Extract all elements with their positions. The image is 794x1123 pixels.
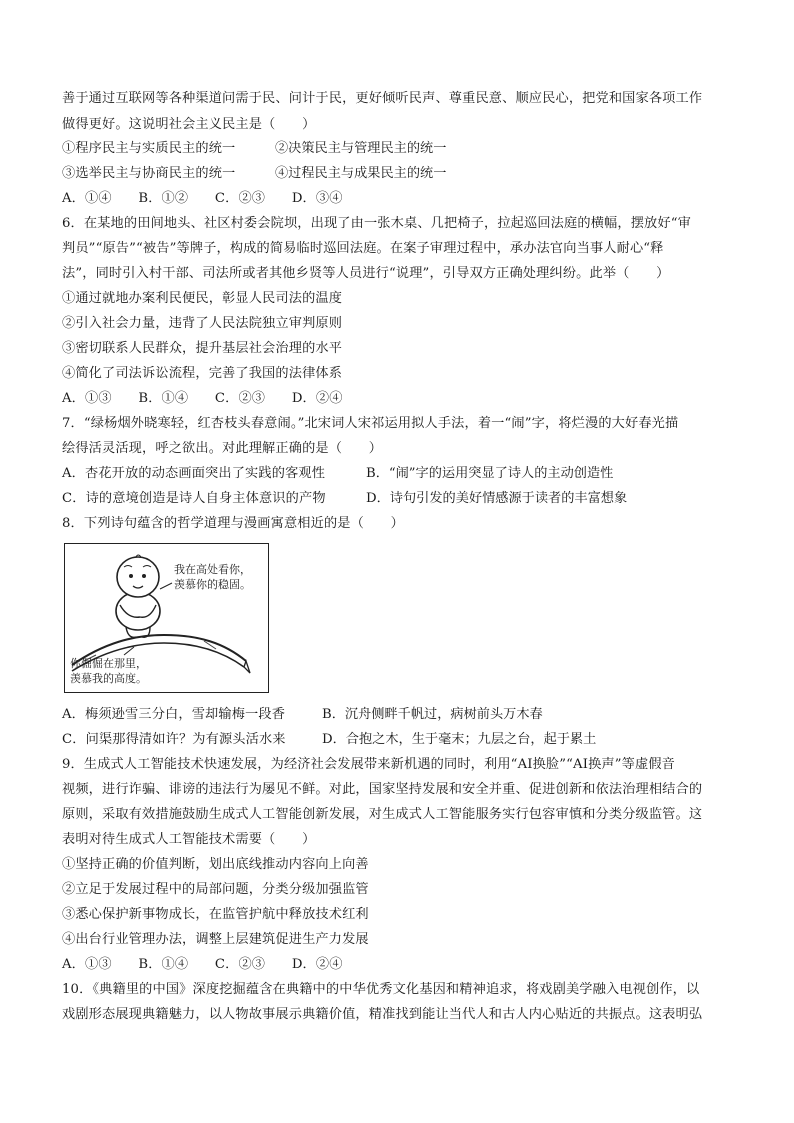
q7-option-d: D．诗句引发的美好情感源于读者的丰富想象: [366, 491, 628, 506]
q8-stem: 8．下列诗句蕴含的哲学道理与漫画寓意相近的是（ ）: [62, 516, 404, 531]
q9-item-2: ②立足于发展过程中的局部问题，分类分级加强监管: [62, 882, 369, 897]
q9-stem-line-2: 视频，进行诈骗、诽谤的违法行为屡见不鲜。对此，国家坚持发展和安全并重、促进创新和依法治理相结合的: [62, 782, 703, 797]
q6-choices: A．①③ B．①④ C．②③ D．②④: [62, 391, 343, 406]
q6-item-1: ①通过就地办案利民便民，彰显人民司法的温度: [62, 291, 343, 306]
q8-option-d: D．合抱之木，生于毫末；九层之台，起于累土: [322, 732, 597, 747]
q6-stem-line-2: 判员”“原告”“被告”等牌子，构成的简易临时巡回法庭。在案子审理过程中，承办法官向当事人耐心“释: [62, 241, 664, 256]
q9-stem-line-4: 表明对待生成式人工智能技术需要（ ）: [62, 832, 316, 847]
q5-stem-line-1: 善于通过互联网等各种渠道问需于民、问计于民，更好倾听民声、尊重民意、顺应民心，把党和国家各项工作: [62, 91, 703, 106]
q10-stem-line-2: 戏剧形态展现典籍魅力，以人物故事展示典籍价值，精准找到能让当代人和古人内心贴近的共振点。这表明弘: [62, 1007, 703, 1022]
q9-stem-line-1: 9．生成式人工智能技术快速发展，为经济社会发展带来新机遇的同时，利用“AI换脸”“AI换声”等虚假音: [62, 757, 676, 772]
q6-item-4: ④简化了司法诉讼流程，完善了我国的法律体系: [62, 366, 343, 381]
q5-choices: A．①④ B．①② C．②③ D．③④: [62, 191, 343, 206]
cartoon-bottom-caption-1: 你倔倔在那里，: [70, 657, 147, 670]
q5-item-2: ②决策民主与管理民主的统一: [275, 141, 447, 156]
q6-item-3: ③密切联系人民群众，提升基层社会治理的水平: [62, 341, 343, 356]
q8-option-b: B．沉舟侧畔千帆过，病树前头万木春: [322, 707, 543, 722]
q8-cartoon: [64, 543, 269, 693]
q9-item-1: ①坚持正确的价值判断，划出底线推动内容向上向善: [62, 857, 369, 872]
q5-item-4: ④过程民主与成果民主的统一: [275, 166, 447, 181]
q8-option-c: C．问渠那得清如许？为有源头活水来: [62, 732, 286, 747]
q9-item-3: ③悉心保护新事物成长，在监管护航中释放技术红利: [62, 907, 369, 922]
q5-item-3: ③选举民主与协商民主的统一: [62, 166, 236, 181]
q7-option-b: B．“闹”字的运用突显了诗人的主动创造性: [366, 466, 614, 481]
q7-stem-line-1: 7．“绿杨烟外晓寒轻，红杏枝头春意闹。”北宋词人宋祁运用拟人手法，着一“闹”字，将烂漫的大好春光描: [62, 416, 679, 431]
q5-stem-line-2: 做得更好。这说明社会主义民主是（ ）: [62, 117, 316, 132]
q9-choices: A．①③ B．①④ C．②③ D．②④: [62, 957, 343, 972]
q6-stem-line-1: 6．在某地的田间地头、社区村委会院坝，出现了由一张木桌、几把椅子，拉起巡回法庭的横幅，摆放好“审: [62, 216, 691, 231]
q5-item-1: ①程序民主与实质民主的统一: [62, 141, 236, 156]
q7-option-c: C．诗的意境创造是诗人自身主体意识的产物: [62, 491, 326, 506]
q9-stem-line-3: 原则，采取有效措施鼓励生成式人工智能创新发展，对生成式人工智能服务实行包容审慎和分类分级监管。这: [62, 807, 703, 822]
q6-item-2: ②引入社会力量，违背了人民法院独立审判原则: [62, 316, 343, 331]
q7-stem-line-2: 绘得活灵活现，呼之欲出。对此理解正确的是（ ）: [62, 441, 383, 456]
q7-option-a: A．杏花开放的动态画面突出了实践的客观性: [62, 466, 326, 481]
q9-item-4: ④出台行业管理办法，调整上层建筑促进生产力发展: [62, 932, 369, 947]
cartoon-top-caption-2: 羡慕你的稳固。: [174, 578, 251, 591]
cartoon-bottom-caption-2: 羡慕我的高度。: [70, 672, 147, 685]
q10-stem-line-1: 10．《典籍里的中国》深度挖掘蕴含在典籍中的中华优秀文化基因和精神追求，将戏剧美学融入电视创作，以: [62, 982, 700, 997]
q6-stem-line-3: 法”，同时引入村干部、司法所或者其他乡贤等人员进行“说理”，引导双方正确处理纠纷。此举（ ）: [62, 266, 670, 281]
q8-option-a: A．梅须逊雪三分白，雪却输梅一段香: [62, 707, 286, 722]
cartoon-top-caption-1: 我在高处看你，: [174, 563, 251, 576]
